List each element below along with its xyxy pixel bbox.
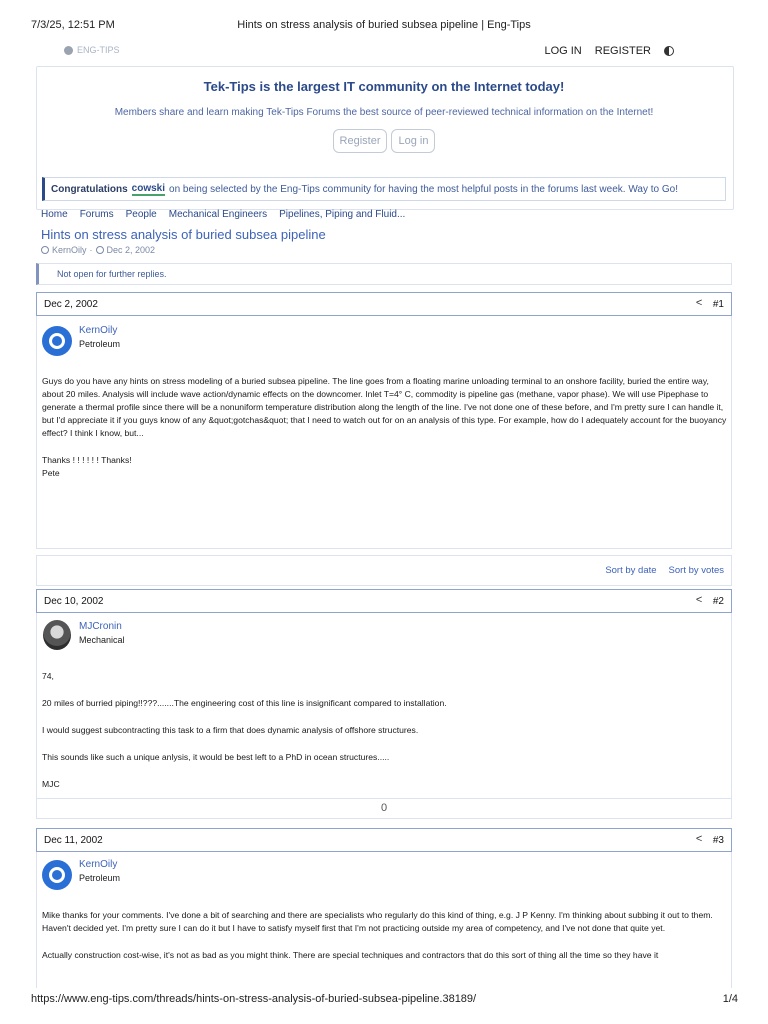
logo-icon xyxy=(64,46,73,55)
post-text xyxy=(42,375,728,480)
sort-by-date[interactable]: Sort by date xyxy=(605,565,657,576)
breadcrumb-mechanical[interactable]: Mechanical Engineers xyxy=(168,209,268,220)
post-date[interactable]: Dec 10, 2002 xyxy=(44,595,104,607)
page-title: Hints on stress analysis of buried subsea pipeline xyxy=(41,227,326,242)
avatar[interactable] xyxy=(42,860,72,890)
post-text xyxy=(42,909,728,962)
print-page-title: Hints on stress analysis of buried subsea pipeline | Eng-Tips xyxy=(237,19,531,31)
congrats-prefix: Congratulations xyxy=(51,183,128,195)
post-paragraph: Thanks ! ! ! ! ! ! Thanks! xyxy=(42,455,132,465)
post-paragraph: Actually construction cost-wise, it's not as bad as you might think. There are special techniques and contractors that do this sort of thing all the time so they have it xyxy=(42,950,659,960)
avatar[interactable] xyxy=(43,620,71,650)
thread-date[interactable]: Dec 2, 2002 xyxy=(106,245,156,255)
thread-author[interactable]: KernOily xyxy=(52,245,87,255)
post-paragraph: 74, xyxy=(42,671,54,681)
author-role: Petroleum xyxy=(79,339,121,349)
breadcrumb-forums[interactable]: Forums xyxy=(79,209,114,220)
author-role: Petroleum xyxy=(79,873,121,883)
print-datetime: 7/3/25, 12:51 PM xyxy=(31,19,115,31)
avatar[interactable] xyxy=(42,326,72,356)
banner-title: Tek-Tips is the largest IT community on the Internet today! xyxy=(203,79,565,94)
print-page-number: 1/4 xyxy=(722,993,738,1005)
post-author xyxy=(79,859,120,883)
meta-separator: · xyxy=(89,245,93,255)
vote-count[interactable]: 0 xyxy=(36,799,732,819)
clock-icon xyxy=(96,246,104,254)
register-button[interactable]: Register xyxy=(333,129,388,153)
post-paragraph: This sounds like such a unique anlysis, it would be best left to a PhD in ocean structures..... xyxy=(42,752,390,762)
post-date[interactable]: Dec 2, 2002 xyxy=(44,298,98,310)
congrats-notice xyxy=(42,177,726,201)
post-author xyxy=(79,325,120,349)
contrast-icon[interactable] xyxy=(664,46,674,56)
breadcrumb-pipelines[interactable]: Pipelines, Piping and Fluid... xyxy=(279,209,406,220)
share-icon[interactable] xyxy=(696,836,705,845)
author-name[interactable]: MJCronin xyxy=(79,621,122,632)
congrats-text: on being selected by the Eng-Tips community for having the most helpful posts in the forums last week. Way to Go! xyxy=(169,183,678,195)
sort-by-votes[interactable]: Sort by votes xyxy=(668,565,724,576)
post-text xyxy=(42,670,728,791)
share-icon[interactable] xyxy=(696,597,705,606)
print-url: https://www.eng-tips.com/threads/hints-on-stress-analysis-of-buried-subsea-pipeline.38189/ xyxy=(31,993,477,1005)
banner-buttons xyxy=(0,129,768,153)
post-header xyxy=(36,292,732,316)
logo-text: ENG-TIPS xyxy=(77,45,120,55)
post-paragraph: Mike thanks for your comments. I've done a bit of searching and there are specialists who regularly do this kind of thing, e.g. J P Kenny. I'm thinking about subbing it out to them. Haven't decided yet. I'm pretty sure I can do it but I have to satisfy myself first that I'm not practicing outside my area of competency, and I've not done that quite yet. xyxy=(42,910,713,933)
author-role: Mechanical xyxy=(79,635,125,645)
post-header xyxy=(36,589,732,613)
post-paragraph: Guys do you have any hints on stress modeling of a buried subsea pipeline. The line goes from a floating marine unloading terminal to an onshore facility, buried the entire way, about 20 miles. Analysis will include wave action/dynamic effects on the downcomer. Inlet T=4° C, commodity is pipeline gas (methane, vapor phase). We will use Pipephase to generate a thermal profile since there will be a nonuniform temperature distribution along the length of the line. I've not done one of these before, and I'm pretty sure I can handle it, but I'd appreciate it if you guys know of any &quot;gotchas&quot; that I need to watch out for on an analysis of this type. For example, how do I adequately account for the buoyancy effect? I think I know, but... xyxy=(42,376,727,438)
post-number[interactable]: #3 xyxy=(712,834,724,846)
post-number[interactable]: #1 xyxy=(712,298,724,310)
post-author xyxy=(79,621,125,645)
post-paragraph: Pete xyxy=(42,468,60,478)
sort-bar xyxy=(36,555,732,586)
thread-meta xyxy=(41,245,155,255)
user-icon xyxy=(41,246,49,254)
post-paragraph: I would suggest subcontracting this task to a firm that does dynamic analysis of offshore structures. xyxy=(42,725,419,735)
site-logo[interactable] xyxy=(64,45,120,55)
top-nav xyxy=(544,45,674,57)
post-number[interactable]: #2 xyxy=(712,595,724,607)
banner-subtitle: Members share and learn making Tek-Tips Forums the best source of peer-reviewed technical information on the Internet! xyxy=(114,107,654,118)
closed-notice: Not open for further replies. xyxy=(36,263,732,285)
breadcrumb xyxy=(41,209,405,220)
login-link[interactable]: LOG IN xyxy=(544,45,582,57)
congrats-user-link[interactable]: cowski xyxy=(131,182,166,194)
author-name[interactable]: KernOily xyxy=(79,325,118,336)
login-button[interactable]: Log in xyxy=(391,129,435,153)
register-link[interactable]: REGISTER xyxy=(594,45,651,57)
post-paragraph: 20 miles of burried piping!!???.......The engineering cost of this line is insignificant compared to installation. xyxy=(42,698,447,708)
breadcrumb-home[interactable]: Home xyxy=(41,209,68,220)
post-date[interactable]: Dec 11, 2002 xyxy=(44,834,103,846)
breadcrumb-people[interactable]: People xyxy=(125,209,157,220)
post-header xyxy=(36,828,732,852)
author-name[interactable]: KernOily xyxy=(79,859,118,870)
share-icon[interactable] xyxy=(696,300,705,309)
post-paragraph: MJC xyxy=(42,779,60,789)
